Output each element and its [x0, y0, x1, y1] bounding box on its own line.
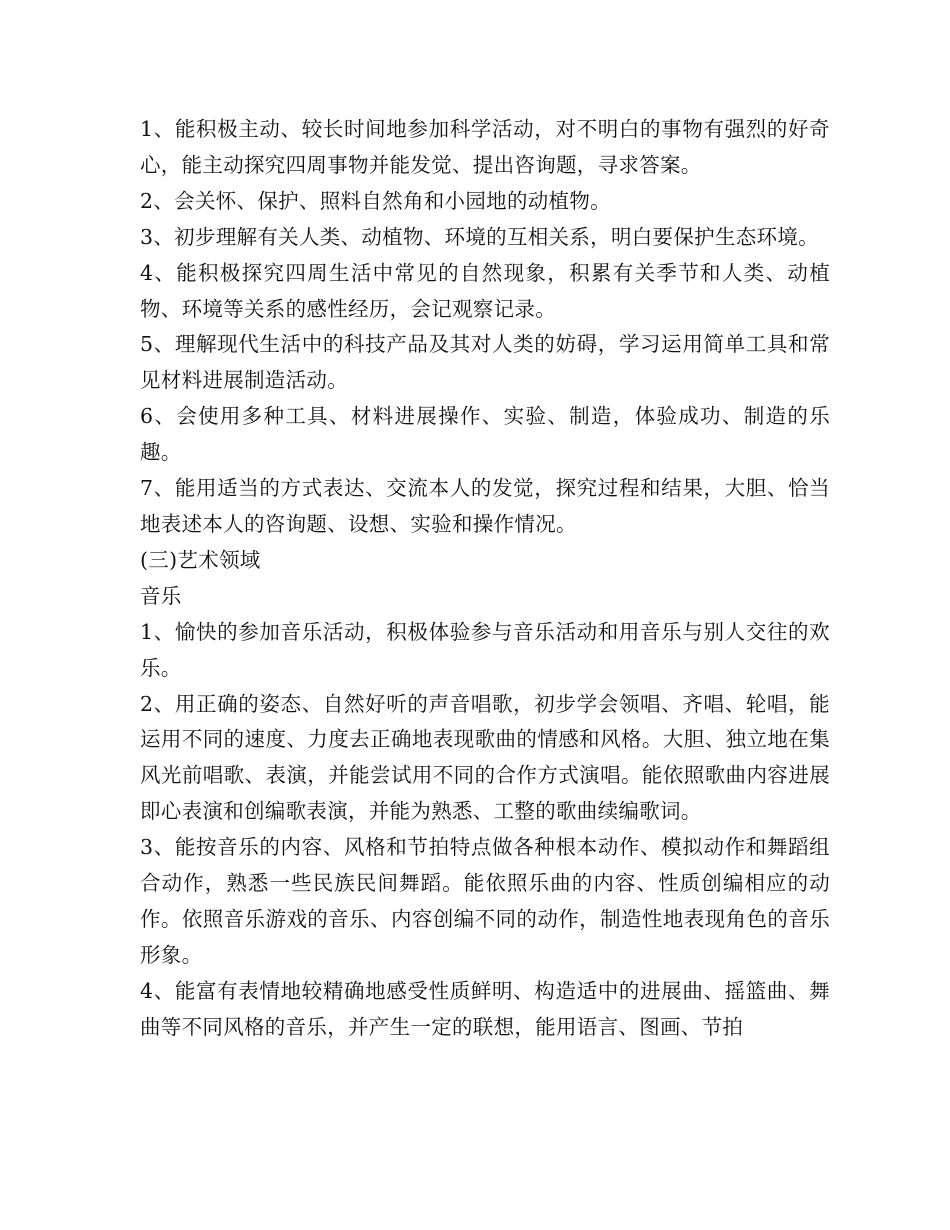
science-item-6: 6、会使用多种工具、材料进展操作、实验、制造，体验成功、制造的乐趣。 [140, 404, 830, 465]
music-item-4: 4、能富有表情地较精确地感受性质鲜明、构造适中的进展曲、摇篮曲、舞曲等不同风格的音乐，并产生一定的联想，能用语言、图画、节拍 [140, 978, 830, 1039]
document-page [140, 112, 830, 1046]
music-subheading: 音乐 [140, 583, 182, 608]
science-item-5: 5、理解现代生活中的科技产品及其对人类的妨碍，学习运用简单工具和常见材料进展制造活动。 [140, 332, 830, 393]
science-item-3: 3、初步理解有关人类、动植物、环境的互相关系，明白要保护生态环境。 [140, 224, 819, 249]
music-item-1: 1、愉快的参加音乐活动，积极体验参与音乐活动和用音乐与别人交往的欢乐。 [140, 619, 830, 680]
science-item-2: 2、会关怀、保护、照料自然角和小园地的动植物。 [140, 188, 611, 213]
music-item-3: 3、能按音乐的内容、风格和节拍特点做各种根本动作、模拟动作和舞蹈组合动作，熟悉一些民族民间舞蹈。能依照乐曲的内容、性质创编相应的动作。依照音乐游戏的音乐、内容创编不同的动作，制造性地表现角色的音乐形象。 [140, 835, 830, 967]
science-item-4: 4、能积极探究四周生活中常见的自然现象，积累有关季节和人类、动植物、环境等关系的感性经历，会记观察记录。 [140, 260, 830, 321]
music-item-2: 2、用正确的姿态、自然好听的声音唱歌，初步学会领唱、齐唱、轮唱，能运用不同的速度、力度去正确地表现歌曲的情感和风格。大胆、独立地在集风光前唱歌、表演，并能尝试用不同的合作方式演唱。能依照歌曲内容进展即心表演和创编歌表演，并能为熟悉、工整的歌曲续编歌词。 [140, 691, 830, 824]
art-section-heading: (三)艺术领域 [140, 547, 261, 572]
science-item-7: 7、能用适当的方式表达、交流本人的发觉，探究过程和结果，大胆、恰当地表述本人的咨询题、设想、实验和操作情况。 [140, 476, 830, 536]
science-item-1: 1、能积极主动、较长时间地参加科学活动，对不明白的事物有强烈的好奇心，能主动探究四周事物并能发觉、提出咨询题，寻求答案。 [140, 117, 830, 177]
